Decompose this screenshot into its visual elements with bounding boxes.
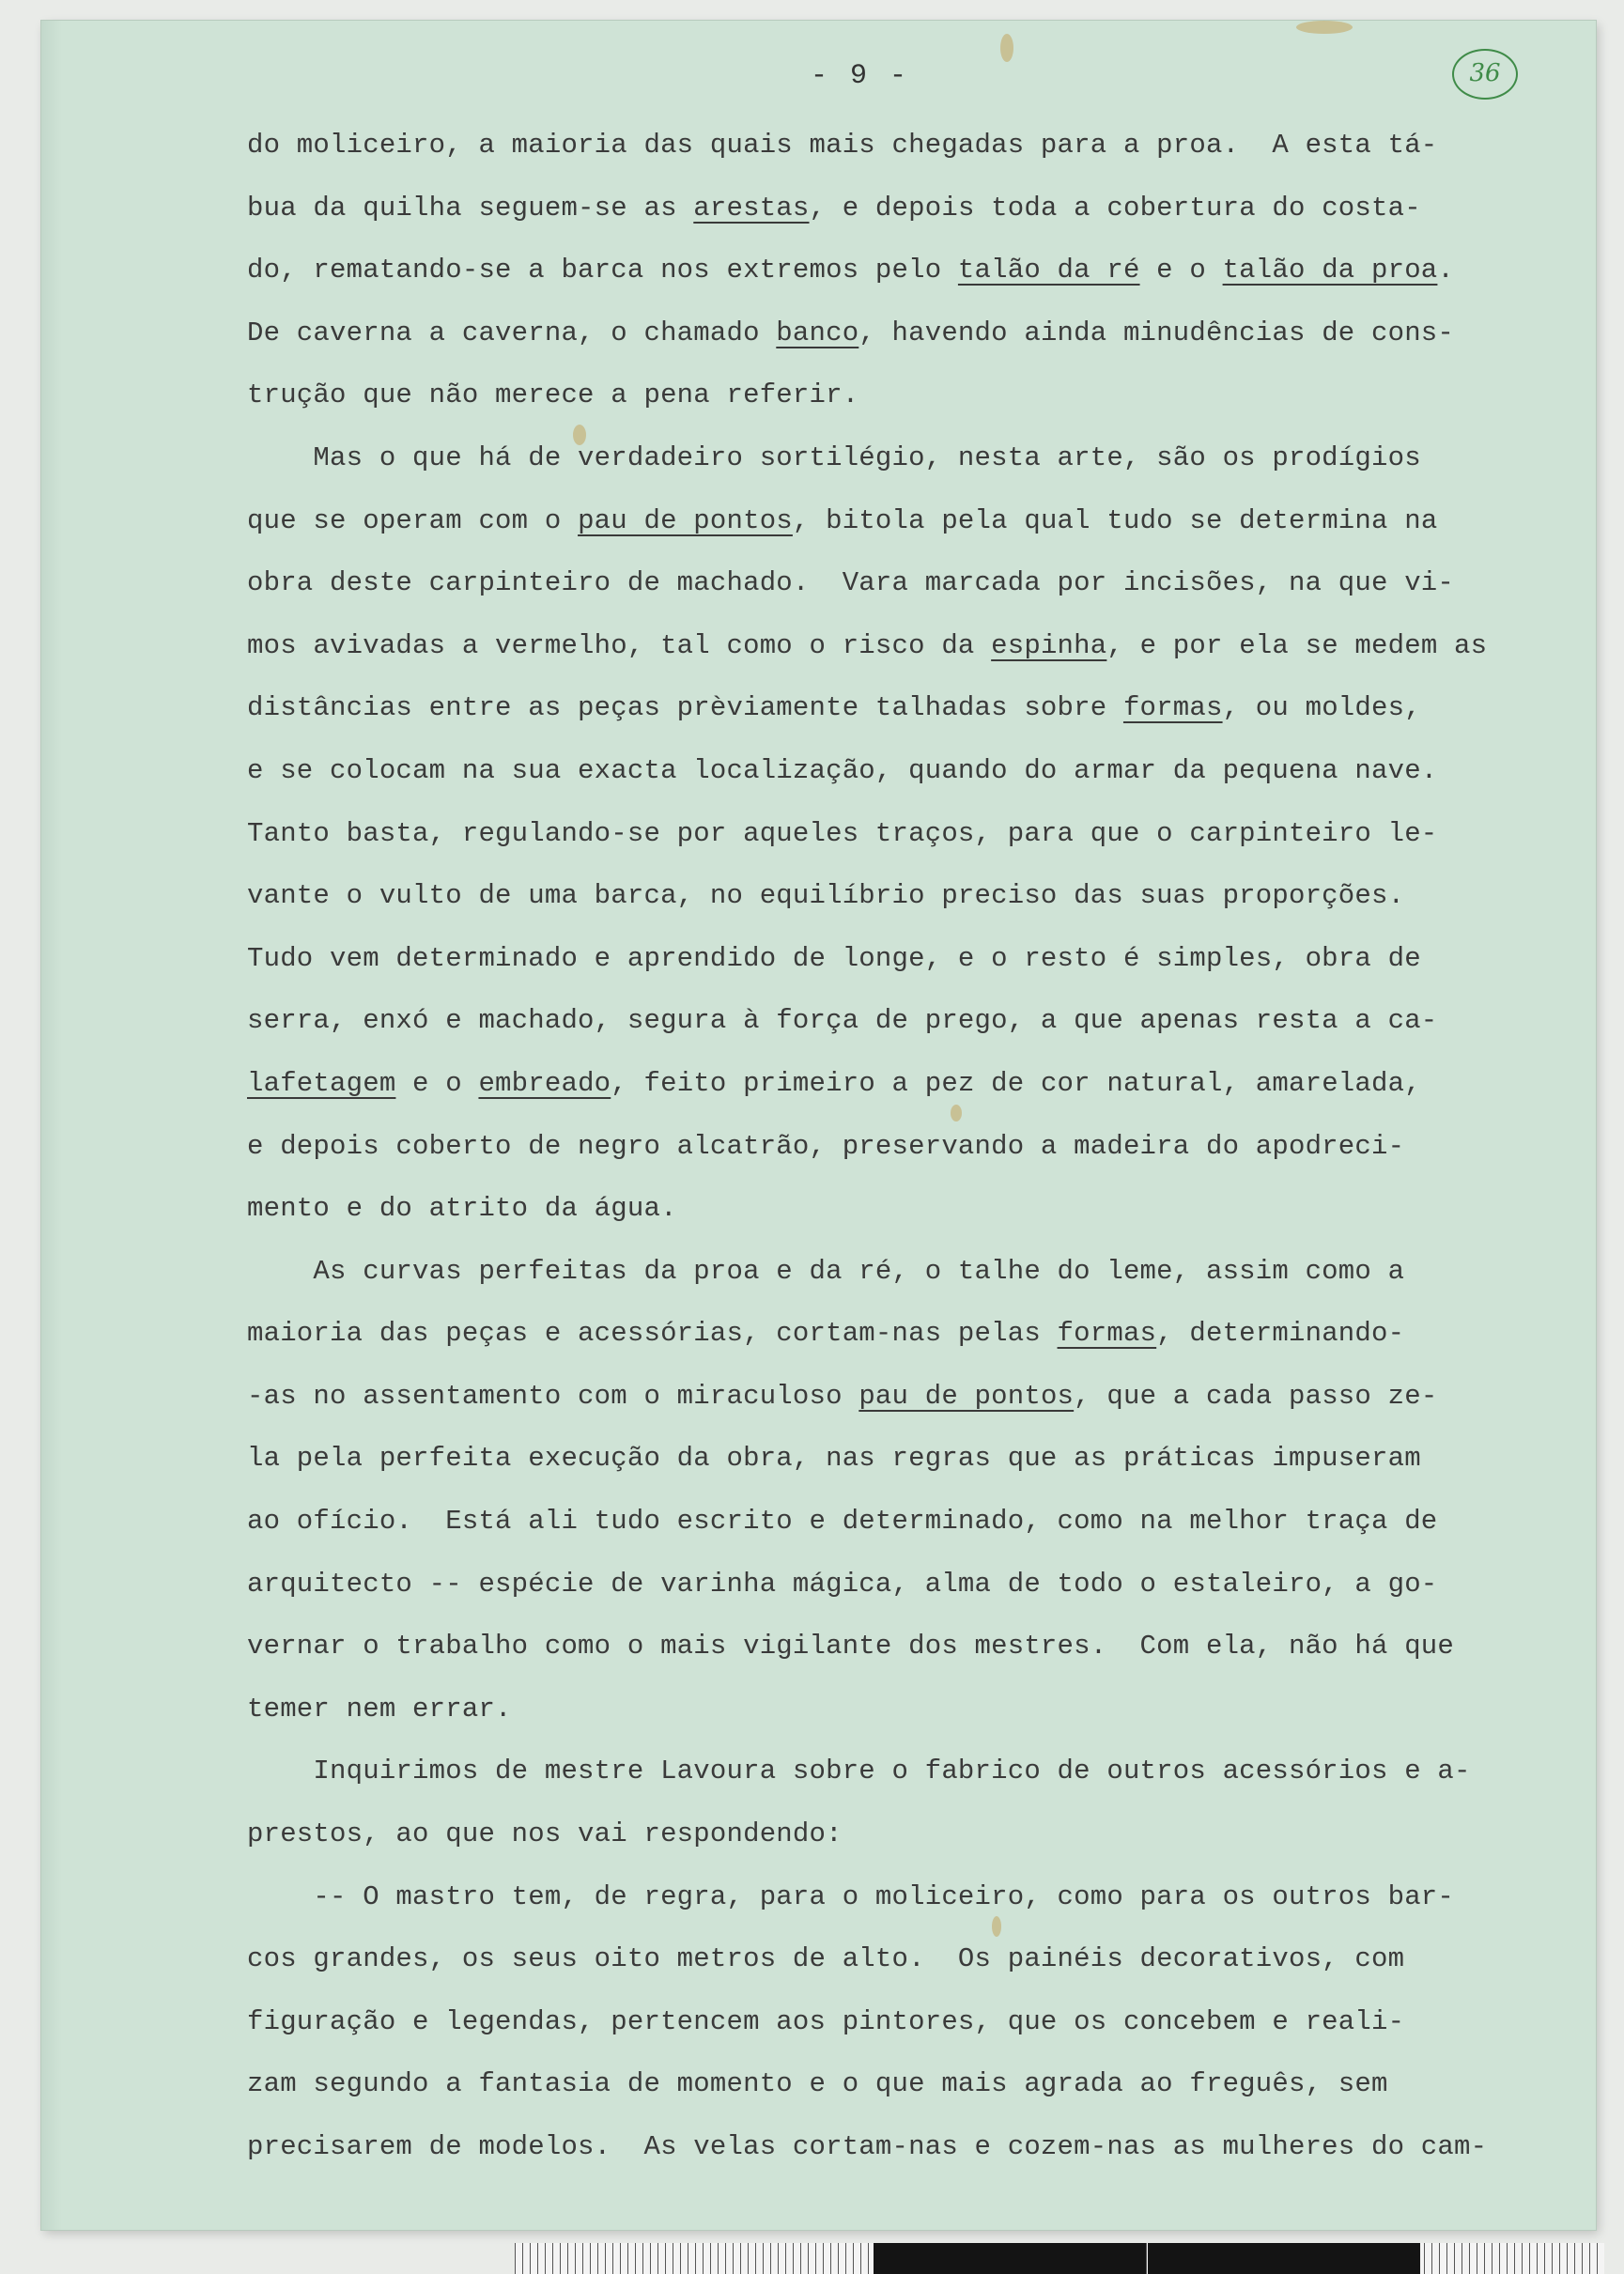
text-line: lafetagem e o embreado, feito primeiro a pez de cor natural, amarelada, <box>247 1067 1421 1099</box>
text-line: De caverna a caverna, o chamado banco, havendo ainda minudências de cons- <box>247 317 1455 348</box>
text-line: maioria das peças e acessórias, cortam-nas pelas formas, determinando- <box>247 1318 1405 1350</box>
text-line: -as no assentamento com o miraculoso pau de pontos, que a cada passo ze- <box>247 1380 1438 1412</box>
text-line: do moliceiro, a maioria das quais mais chegadas para a proa. A esta tá- <box>247 130 1438 161</box>
text-line: temer nem errar. <box>247 1693 512 1725</box>
text-line: figuração e legendas, pertencem aos pintores, que os concebem e reali- <box>247 2005 1405 2037</box>
text-line: vante o vulto de uma barca, no equilíbrio preciso das suas proporções. <box>247 880 1405 912</box>
text-line: obra deste carpinteiro de machado. Vara marcada por incisões, na que vi- <box>247 567 1455 599</box>
text-line: zam segundo a fantasia de momento e o que mais agrada ao freguês, sem <box>247 2068 1388 2100</box>
page-number: - 9 - <box>810 60 909 92</box>
text-line: Mas o que há de verdadeiro sortilégio, nesta arte, são os prodígios <box>247 441 1421 473</box>
folio-number: 36 <box>1452 49 1518 100</box>
text-line: -- O mastro tem, de regra, para o moliceiro, como para os outros bar- <box>247 1880 1455 1912</box>
text-line: trução que não merece a pena referir. <box>247 379 859 411</box>
text-line: la pela perfeita execução da obra, nas regras que as práticas impuseram <box>247 1443 1421 1475</box>
text-line: ao ofício. Está ali tudo escrito e determinado, como na melhor traça de <box>247 1506 1438 1538</box>
text-line: precisarem de modelos. As velas cortam-nas e cozem-nas as mulheres do cam- <box>247 2131 1488 2162</box>
text-line: vernar o trabalho como o mais vigilante dos mestres. Com ela, não há que <box>247 1631 1455 1663</box>
stain-mark <box>1296 21 1353 34</box>
text-line: que se operam com o pau de pontos, bitola pela qual tudo se determina na <box>247 504 1438 536</box>
stain-mark <box>1000 34 1013 62</box>
text-line: distâncias entre as peças prèviamente talhadas sobre formas, ou moldes, <box>247 692 1421 724</box>
text-line: Inquirimos de mestre Lavoura sobre o fabrico de outros acessórios e a- <box>247 1756 1471 1787</box>
text-line: Tudo vem determinado e aprendido de longe, e o resto é simples, obra de <box>247 942 1421 974</box>
text-line: cos grandes, os seus oito metros de alto. Os painéis decorativos, com <box>247 1943 1405 1975</box>
text-line: e depois coberto de negro alcatrão, preservando a madeira do apodreci- <box>247 1130 1405 1162</box>
text-line: mos avivadas a vermelho, tal como o risco da espinha, e por ela se medem as <box>247 629 1488 661</box>
text-line: serra, enxó e machado, segura à força de prego, a que apenas resta a ca- <box>247 1005 1438 1037</box>
text-line: bua da quilha seguem-se as arestas, e depois toda a cobertura do costa- <box>247 192 1421 224</box>
text-line: arquitecto -- espécie de varinha mágica, alma de todo o estaleiro, a go- <box>247 1568 1438 1600</box>
text-line: do, rematando-se a barca nos extremos pelo talão da ré e o talão da proa. <box>247 255 1455 286</box>
text-line: prestos, ao que nos vai respondendo: <box>247 1818 843 1850</box>
scale-ruler-block <box>874 2243 1146 2274</box>
body-text <box>247 115 1600 2179</box>
scale-ruler-block <box>1148 2243 1420 2274</box>
text-line: mento e do atrito da água. <box>247 1193 677 1225</box>
text-line: Tanto basta, regulando-se por aqueles traços, para que o carpinteiro le- <box>247 817 1438 849</box>
text-line: As curvas perfeitas da proa e da ré, o talhe do leme, assim como a <box>247 1255 1405 1287</box>
text-line: e se colocam na sua exacta localização, quando do armar da pequena nave. <box>247 754 1438 786</box>
sheet-shadow-edge <box>41 21 62 2230</box>
